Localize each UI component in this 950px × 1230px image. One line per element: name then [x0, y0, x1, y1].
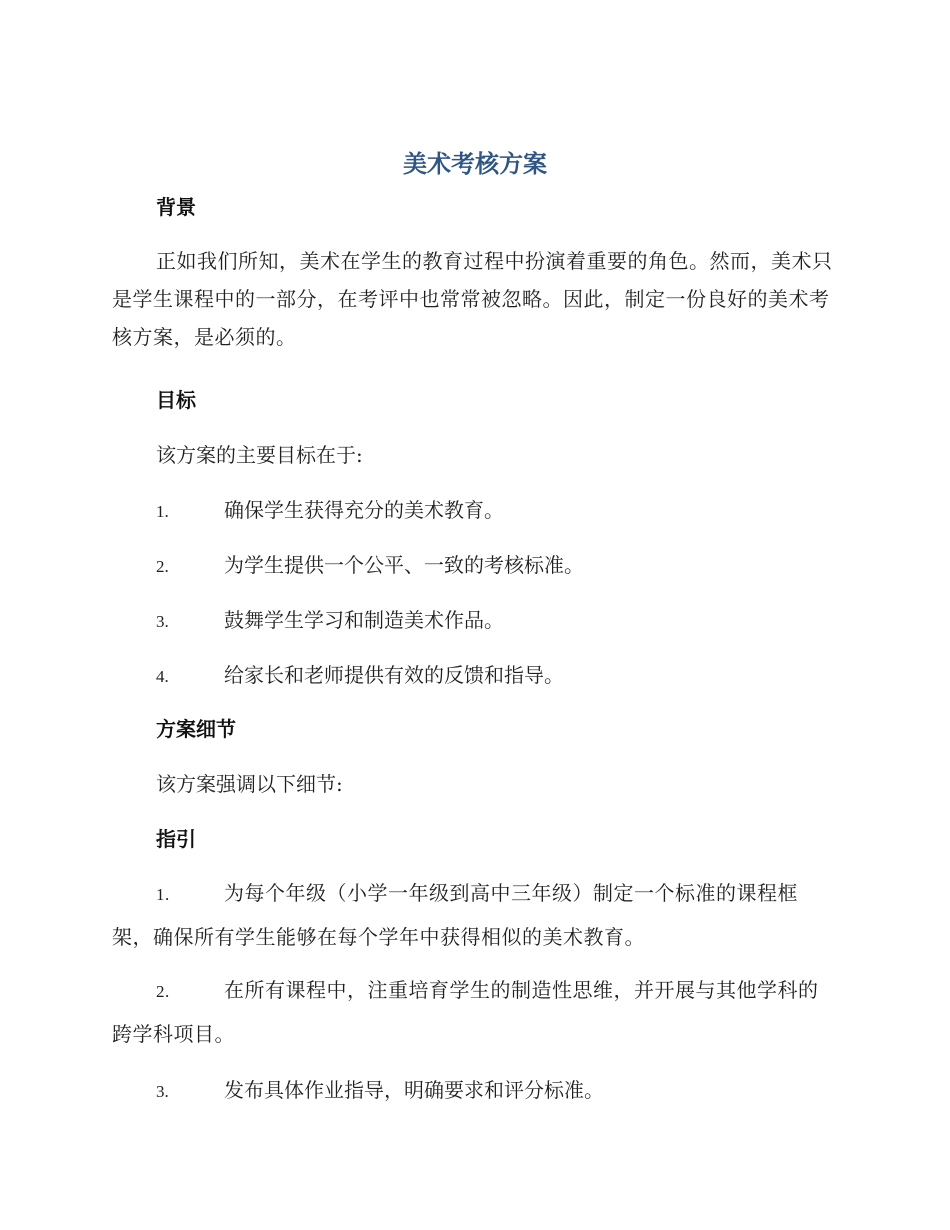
list-number: 1. — [156, 885, 170, 904]
list-number: 3. — [156, 612, 169, 631]
list-text: 在所有课程中，注重培育学生的制造性思维，并开展与其他学科的跨学科项目。 — [112, 978, 819, 1046]
heading-goals: 目标 — [156, 388, 196, 412]
list-text: 为学生提供一个公平、一致的考核标准。 — [224, 553, 584, 577]
goals-intro: 该方案的主要目标在于: — [156, 443, 363, 467]
list-text: 发布具体作业指导，明确要求和评分标准。 — [224, 1078, 604, 1102]
list-number: 2. — [156, 557, 169, 576]
guideline-list-item — [112, 969, 834, 1055]
list-number: 4. — [156, 667, 169, 686]
heading-details: 方案细节 — [156, 717, 236, 741]
list-number: 2. — [156, 982, 170, 1001]
list-text: 鼓舞学生学习和制造美术作品。 — [224, 608, 504, 632]
list-number: 1. — [156, 502, 169, 521]
background-paragraph: 正如我们所知，美术在学生的教育过程中扮演着重要的角色。然而，美术只是学生课程中的一部分，在考评中也常常被忽略。因此，制定一份良好的美术考核方案，是必须的。 — [112, 249, 833, 349]
document-title: 美术考核方案 — [403, 150, 547, 178]
heading-background: 背景 — [156, 195, 196, 219]
list-text: 给家长和老师提供有效的反馈和指导。 — [224, 663, 564, 687]
list-text: 确保学生获得充分的美术教育。 — [224, 498, 504, 522]
list-text: 为每个年级（小学一年级到高中三年级）制定一个标准的课程框架，确保所有学生能够在每个学年中获得相似的美术教育。 — [112, 881, 798, 949]
details-intro: 该方案强调以下细节: — [156, 772, 343, 796]
heading-guidelines: 指引 — [156, 827, 196, 851]
guideline-list-item — [112, 872, 834, 958]
list-number: 3. — [156, 1082, 169, 1101]
